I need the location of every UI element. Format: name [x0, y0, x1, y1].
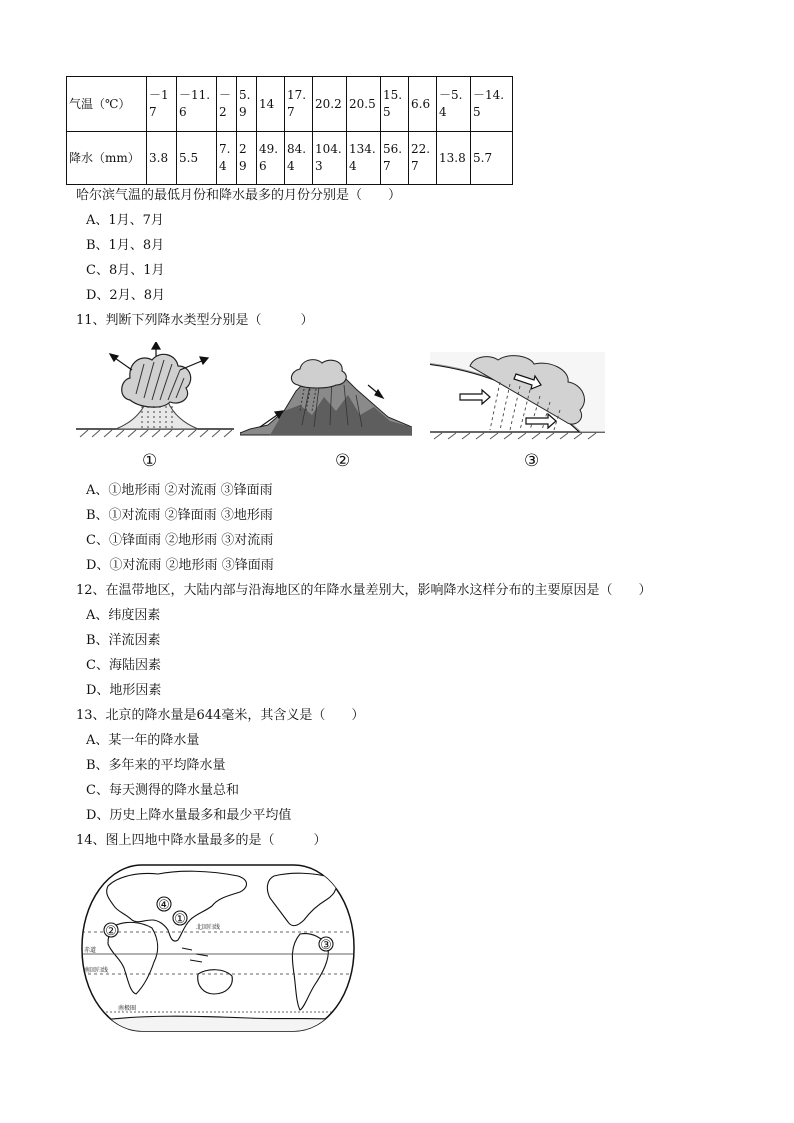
question-10-option-b: B、1月、8月 [86, 238, 165, 253]
question-12-option-b: B、洋流因素 [86, 633, 161, 648]
question-13-stem: 13、北京的降水量是644毫米，其含义是（ ） [76, 708, 365, 723]
table-cell: －2 [217, 77, 237, 132]
question-13-option-d: D、历史上降水量最多和最少平均值 [86, 808, 292, 823]
table-cell: 29 [237, 132, 257, 185]
table-cell: 56.7 [381, 132, 409, 185]
table-cell: 14 [257, 77, 285, 132]
table-cell: 17.7 [285, 77, 313, 132]
orographic-rain-figure [240, 355, 412, 440]
question-12-option-a: A、纬度因素 [86, 608, 161, 623]
equator-label: 赤道 [84, 947, 97, 954]
table-cell: 5.5 [177, 132, 217, 185]
table-cell: 49.6 [257, 132, 285, 185]
climate-table-container [66, 76, 513, 185]
climate-table [66, 76, 513, 185]
question-11-stem: 11、判断下列降水类型分别是（ ） [76, 313, 314, 328]
question-13-option-b: B、多年来的平均降水量 [86, 758, 226, 773]
question-10-option-a: A、1月、7月 [86, 213, 164, 228]
tropic-of-cancer-label: 北回归线 [196, 924, 221, 931]
table-cell: 13.8 [437, 132, 471, 185]
question-10-option-d: D、2月、8月 [86, 288, 165, 303]
table-cell: 104.3 [313, 132, 347, 185]
convection-rain-figure [76, 342, 234, 440]
map-marker-4: ④ [158, 898, 170, 913]
figure-label-3: ③ [524, 451, 540, 471]
table-cell: －11.6 [177, 77, 217, 132]
map-marker-3: ③ [320, 938, 332, 953]
question-11-option-a: A、①地形雨 ②对流雨 ③锋面雨 [86, 483, 273, 498]
table-cell: 6.6 [409, 77, 437, 132]
figure-label-2: ② [335, 451, 351, 471]
question-11-option-d: D、①对流雨 ②地形雨 ③锋面雨 [86, 558, 274, 573]
row-label: 气温（℃） [67, 77, 147, 132]
australia-landmass [198, 970, 233, 994]
map-marker-2: ② [105, 924, 117, 939]
temperature-row [67, 77, 513, 132]
question-11-option-c: C、①锋面雨 ②地形雨 ③对流雨 [86, 533, 274, 548]
question-14-stem: 14、图上四地中降水量最多的是（ ） [76, 833, 327, 848]
map-marker-1: ① [174, 912, 186, 927]
question-13-option-a: A、某一年的降水量 [86, 733, 200, 748]
frontal-rain-figure [430, 352, 605, 440]
row-label: 降水（mm） [67, 132, 147, 185]
tropic-of-capricorn-label: 南回归线 [84, 967, 109, 974]
table-cell: 20.5 [347, 77, 381, 132]
question-12-option-c: C、海陆因素 [86, 658, 161, 673]
table-cell: 84.4 [285, 132, 313, 185]
question-10-stem: 哈尔滨气温的最低月份和降水最多的月份分别是（ ） [76, 188, 402, 203]
precipitation-row [67, 132, 513, 185]
figure-label-1: ① [142, 451, 158, 471]
question-12-stem: 12、在温带地区，大陆内部与沿海地区的年降水量差别大，影响降水这样分布的主要原因是（ ） [76, 583, 652, 598]
antarctic-circle-label: 南极圈 [118, 1005, 137, 1012]
table-cell: 15.5 [381, 77, 409, 132]
table-cell: －14.5 [471, 77, 513, 132]
table-cell: 7.4 [217, 132, 237, 185]
question-12-option-d: D、地形因素 [86, 683, 162, 698]
question-13-option-c: C、每天测得的降水量总和 [86, 783, 239, 798]
table-cell: －17 [147, 77, 177, 132]
table-cell: 5.7 [471, 132, 513, 185]
world-map-figure [78, 862, 358, 1034]
table-cell: 22.7 [409, 132, 437, 185]
table-cell: 134.4 [347, 132, 381, 185]
table-cell: －5.4 [437, 77, 471, 132]
table-cell: 20.2 [313, 77, 347, 132]
table-cell: 3.8 [147, 132, 177, 185]
question-11-option-b: B、①对流雨 ②锋面雨 ③地形雨 [86, 508, 273, 523]
question-10-option-c: C、8月、1月 [86, 263, 165, 278]
table-cell: 5.9 [237, 77, 257, 132]
